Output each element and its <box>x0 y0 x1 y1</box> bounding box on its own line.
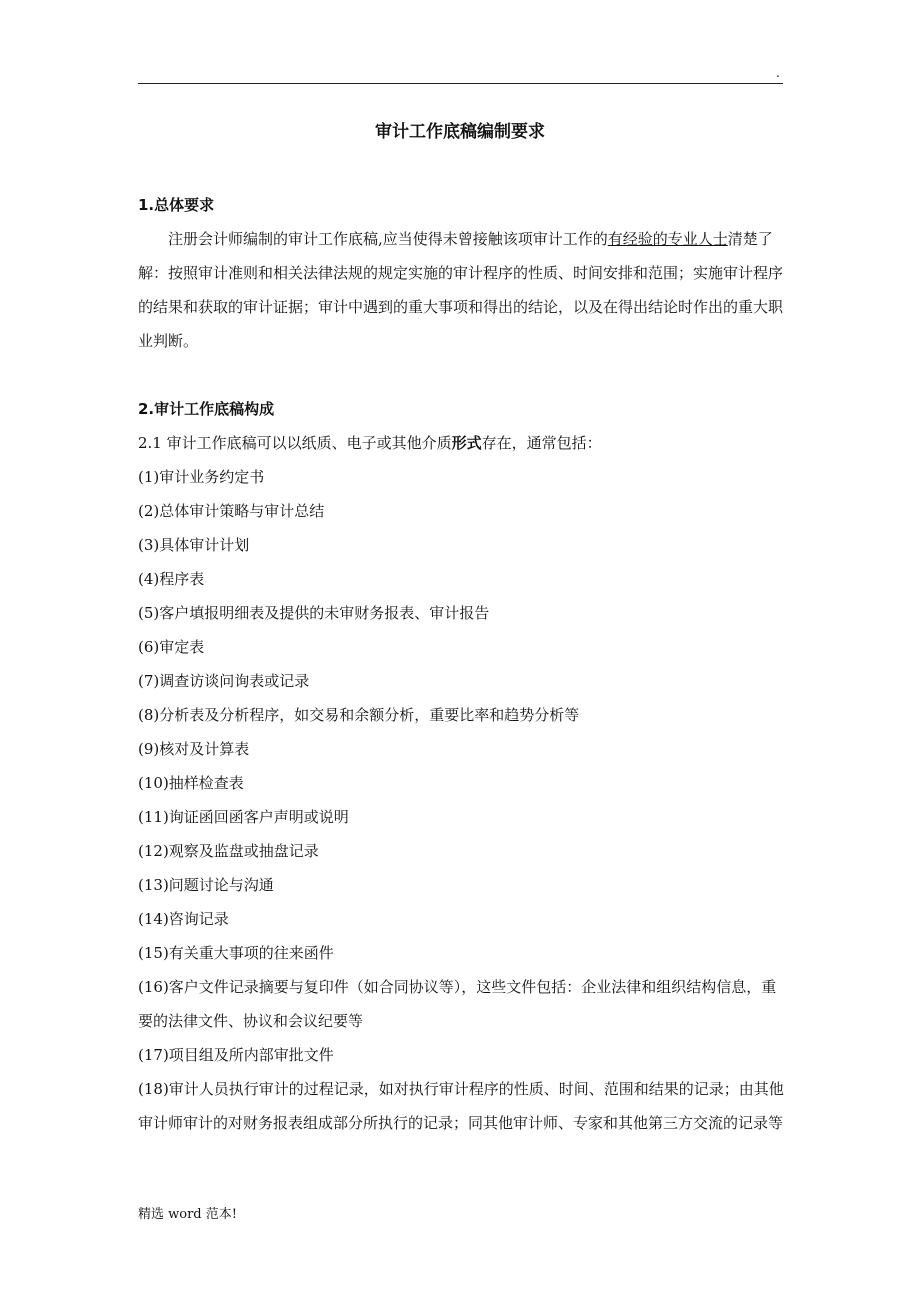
underlined-phrase: 有经验的专业人士 <box>607 230 728 248</box>
header-rule <box>138 83 783 84</box>
list-item: (14)咨询记录 <box>138 910 229 928</box>
paragraph-text-start: 注册会计师编制的审计工作底稿,应当使得未曾接触该项审计工作的 <box>168 230 608 248</box>
list-item: (5)客户填报明细表及提供的未审财务报表、审计报告 <box>138 604 490 622</box>
list-item: (6)审定表 <box>138 638 205 656</box>
list-item: (11)询证函回函客户声明或说明 <box>138 808 349 826</box>
paragraph-text-end: 清楚了解：按照审计准则和相关法律法规的规定实施的审计程序的性质、时间安排和范围；实施审计程序的结果和获取的审计证据；审计中遇到的重大事项和得出的结论，以及在得出结论时作出的重大职业判断。 <box>138 230 784 350</box>
list-item: (17)项目组及所内部审批文件 <box>138 1046 334 1064</box>
section-spacer <box>138 358 788 392</box>
composition-intro <box>138 426 788 460</box>
list-item: (1)审计业务约定书 <box>138 468 265 486</box>
general-requirements-paragraph <box>138 222 788 358</box>
list-item: (18)审计人员执行审计的过程记录，如对执行审计程序的性质、时间、范围和结果的记录；由其他审计师审计的对财务报表组成部分所执行的记录；同其他审计师、专家和其他第三方交流的记录等 <box>138 1080 784 1132</box>
document-body <box>138 188 788 1140</box>
list-item: (4)程序表 <box>138 570 205 588</box>
intro-text-start: 2.1 审计工作底稿可以以纸质、电子或其他介质 <box>138 434 452 452</box>
page-footer: 精选 word 范本! <box>138 1207 237 1222</box>
section-heading-composition: 2.审计工作底稿构成 <box>138 400 275 418</box>
list-item: (8)分析表及分析程序，如交易和余额分析，重要比率和趋势分析等 <box>138 706 580 724</box>
intro-bold-word: 形式 <box>451 434 482 452</box>
list-item: (9)核对及计算表 <box>138 740 250 758</box>
list-item: (7)调查访谈问询表或记录 <box>138 672 310 690</box>
composition-list <box>138 460 788 1140</box>
list-item: (10)抽样检查表 <box>138 774 244 792</box>
document-title: 审计工作底稿编制要求 <box>375 122 545 142</box>
intro-text-end: 存在，通常包括： <box>481 434 602 452</box>
list-item: (3)具体审计计划 <box>138 536 250 554</box>
list-item: (12)观察及监盘或抽盘记录 <box>138 842 319 860</box>
list-item: (16)客户文件记录摘要与复印件（如合同协议等），这些文件包括：企业法律和组织结构信息，重要的法律文件、协议和会议纪要等 <box>138 978 777 1030</box>
list-item: (15)有关重大事项的往来函件 <box>138 944 334 962</box>
section-heading-general-requirements: 1.总体要求 <box>138 196 215 214</box>
list-item: (2)总体审计策略与审计总结 <box>138 502 325 520</box>
list-item: (13)问题讨论与沟通 <box>138 876 274 894</box>
header-dot: . <box>776 66 780 80</box>
